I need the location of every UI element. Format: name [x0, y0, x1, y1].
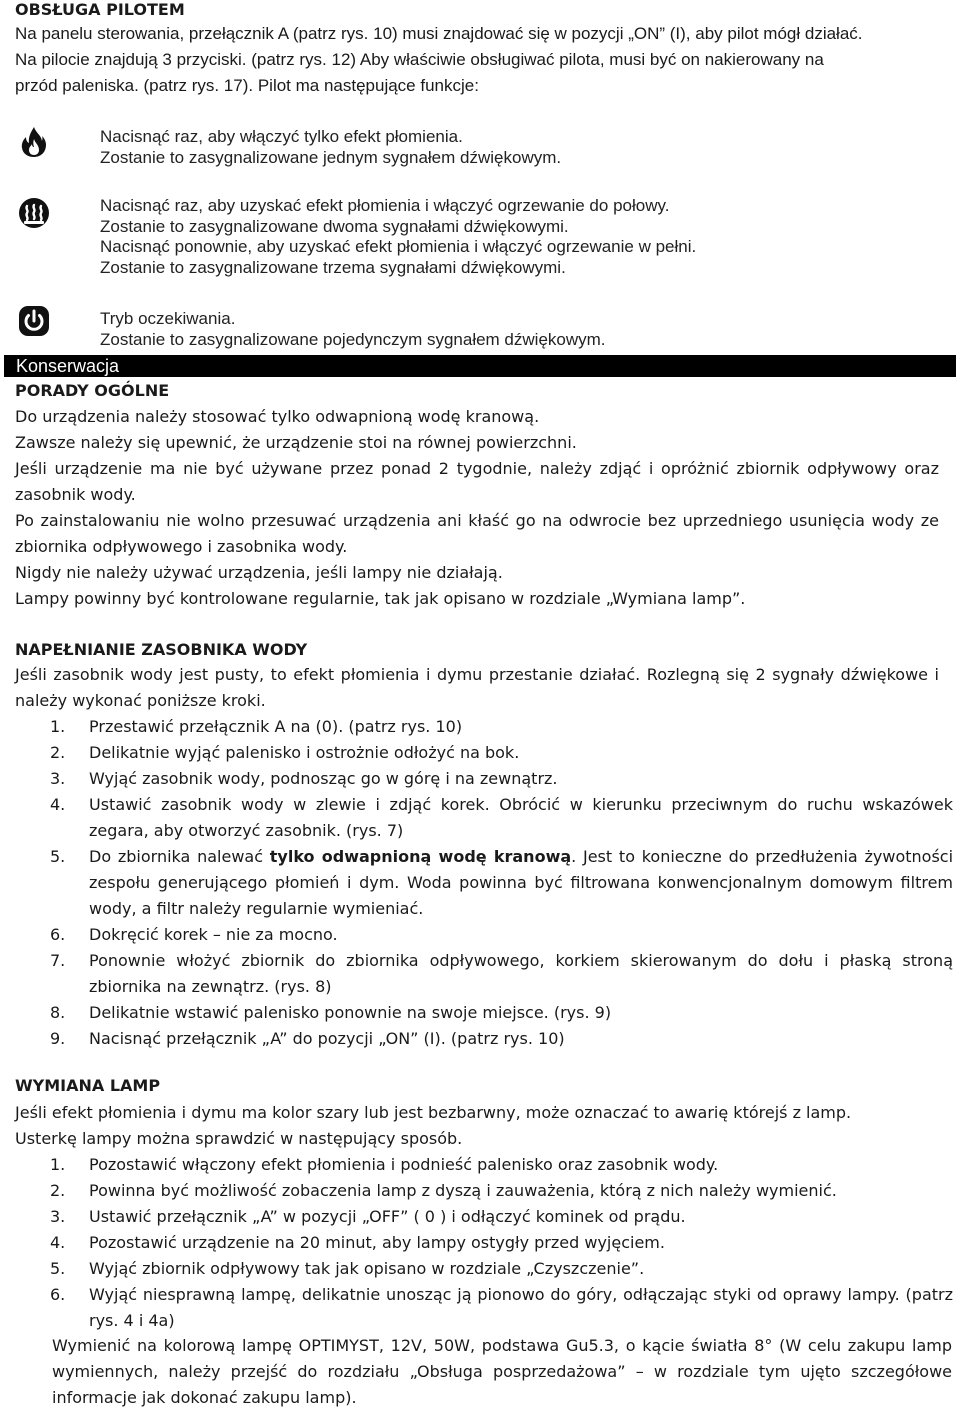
remote-intro-line-1: Na panelu sterowania, przełącznik A (patrz rys. 10) musi znajdować się w pozycji „ON” (I), aby pilot mógł działać. — [15, 24, 863, 43]
list-item: 1. Pozostawić włączony efekt płomienia i podnieść palenisko oraz zasobnik wody. — [50, 1155, 719, 1174]
section-bar-maintenance — [4, 355, 956, 377]
emphasis-text: tylko odwapnioną wodę kranową — [269, 847, 572, 866]
list-item: 4. Pozostawić urządzenie na 20 minut, aby lampy ostygły przed wyjęciem. — [50, 1233, 665, 1252]
list-item: 6. Wyjąć niesprawną lampę, delikatnie unosząc ją pionowo do góry, odłączając styki od oprawy lampy. (patrz rys. 4 i 4a) — [50, 1285, 953, 1330]
refill-intro: Jeśli zasobnik wody jest pusty, to efekt płomienia i dymu przestanie działać. Rozlegną się 2 sygnały dźwiękowe i należy wykonać poniższe kroki. — [15, 665, 939, 710]
list-item: 2. Delikatnie wyjąć palenisko i ostrożnie odłożyć na bok. — [50, 743, 520, 762]
lamps-intro: Jeśli efekt płomienia i dymu ma kolor szary lub jest bezbarwny, może oznaczać to awarię którejś z lamp. Usterkę lampy można sprawdzić w następujący sposób. — [15, 1103, 852, 1148]
general-tip: Jeśli urządzenie ma nie być używane przez ponad 2 tygodnie, należy zdjąć i opróżnić zbiornik odpływowy oraz zasobnik wody. — [15, 459, 939, 504]
flame-line-1: Nacisnąć raz, aby włączyć tylko efekt płomienia. — [100, 127, 463, 146]
list-item: 9. Nacisnąć przełącznik „A” do pozycji „ON” (I). (patrz rys. 10) — [50, 1029, 565, 1048]
list-item: 4. Ustawić zasobnik wody w zlewie i zdjąć korek. Obrócić w kierunku przeciwnym do ruchu wskazówek zegara, aby otworzyć zasobnik. (rys. 7) — [50, 795, 953, 840]
lamps-steps — [0, 1152, 960, 1334]
list-item: 3. Ustawić przełącznik „A” w pozycji „OFF” ( 0 ) i odłączyć kominek od prądu. — [50, 1207, 686, 1226]
general-tip: Zawsze należy się upewnić, że urządzenie stoi na równej powierzchni. — [15, 433, 577, 452]
general-tip: Lampy powinny być kontrolowane regularnie, tak jak opisano w rozdziale „Wymiana lamp”. — [15, 589, 746, 608]
heater-line-4: Zostanie to zasygnalizowane trzema sygnałami dźwiękowymi. — [100, 257, 566, 277]
flame-icon — [18, 126, 50, 158]
list-item: 8. Delikatnie wstawić palenisko ponownie na swoje miejsce. (rys. 9) — [50, 1003, 612, 1022]
lamps-outro: Wymienić na kolorową lampę OPTIMYST, 12V, 50W, podstawa Gu5.3, o kącie światła 8° (W celu zakupu lamp wymiennych, należy przejść do rozdziału „Obsługa posprzedażowa” – w rozdziale tym ujęto szczegółowe informacje jak dokonać zakupu lamp). — [52, 1336, 952, 1407]
power-function-text — [100, 309, 606, 350]
section-bar-title: Konserwacja — [16, 356, 120, 376]
power-line-2: Zostanie to zasygnalizowane pojedynczym sygnałem dźwiękowym. — [100, 329, 606, 349]
list-item: 1. Przestawić przełącznik A na (0). (patrz rys. 10) — [50, 717, 463, 736]
flame-line-2: Zostanie to zasygnalizowane jednym sygnałem dźwiękowym. — [100, 147, 562, 167]
list-item: 7. Ponownie włożyć zbiornik do zbiornika odpływowego, korkiem skierowanym do dołu i płaską stroną zbiornika na zewnątrz. (rys. 8) — [50, 951, 953, 996]
general-heading: PORADY OGÓLNE — [15, 381, 170, 400]
general-tip: Do urządzenia należy stosować tylko odwapnioną wodę kranową. — [15, 407, 540, 426]
list-item: 5. Do zbiornika nalewać tylko odwapnioną wodę kranową. Jest to konieczne do przedłużenia żywotności zespołu generującego płomień i dym. Woda powinna być filtrowana konwencjonalnym domowym filtrem wody, a filtr należy regularnie wymieniać. — [50, 847, 954, 918]
power-line-1: Tryb oczekiwania. — [100, 309, 236, 328]
remote-intro-line-2: Na pilocie znajdują 3 przyciski. (patrz rys. 12) Aby właściwie obsługiwać pilota, musi być on nakierowany na — [15, 50, 824, 69]
flame-function-text — [100, 127, 561, 168]
list-item: 6. Dokręcić korek – nie za mocno. — [50, 925, 338, 944]
remote-intro-line-3: przód paleniska. (patrz rys. 17). Pilot ma następujące funkcje: — [15, 76, 479, 95]
heater-icon — [18, 197, 50, 229]
list-item: 3. Wyjąć zasobnik wody, podnosząc go w górę i na zewnątrz. — [50, 769, 558, 788]
heater-line-1: Nacisnąć raz, aby uzyskać efekt płomienia i włączyć ogrzewanie do połowy. — [100, 196, 670, 215]
general-tip: Po zainstalowaniu nie wolno przesuwać urządzenia ani kłaść go na odwrocie bez uprzedniego usunięcia wody ze zbiornika odpływowego i zasobnika wody. — [15, 511, 939, 556]
heater-line-2: Zostanie to zasygnalizowane dwoma sygnałami dźwiękowymi. — [100, 216, 569, 236]
heater-line-3: Nacisnąć ponownie, aby uzyskać efekt płomienia i włączyć ogrzewanie w pełni. — [100, 237, 697, 256]
remote-heading: OBSŁUGA PILOTEM — [15, 0, 185, 19]
list-item: 5. Wyjąć zbiornik odpływowy tak jak opisano w rozdziale „Czyszczenie”. — [50, 1259, 645, 1278]
heater-function-text — [100, 196, 696, 278]
refill-heading: NAPEŁNIANIE ZASOBNIKA WODY — [15, 640, 308, 659]
general-tips — [15, 404, 939, 612]
power-icon — [18, 305, 50, 337]
general-tip: Nigdy nie należy używać urządzenia, jeśli lampy nie działają. — [15, 563, 503, 582]
lamps-heading: WYMIANA LAMP — [15, 1076, 161, 1095]
list-item: 2. Powinna być możliwość zobaczenia lamp z dyszą i zauważenia, którą z nich należy wymienić. — [50, 1181, 837, 1200]
refill-steps — [0, 714, 960, 1052]
